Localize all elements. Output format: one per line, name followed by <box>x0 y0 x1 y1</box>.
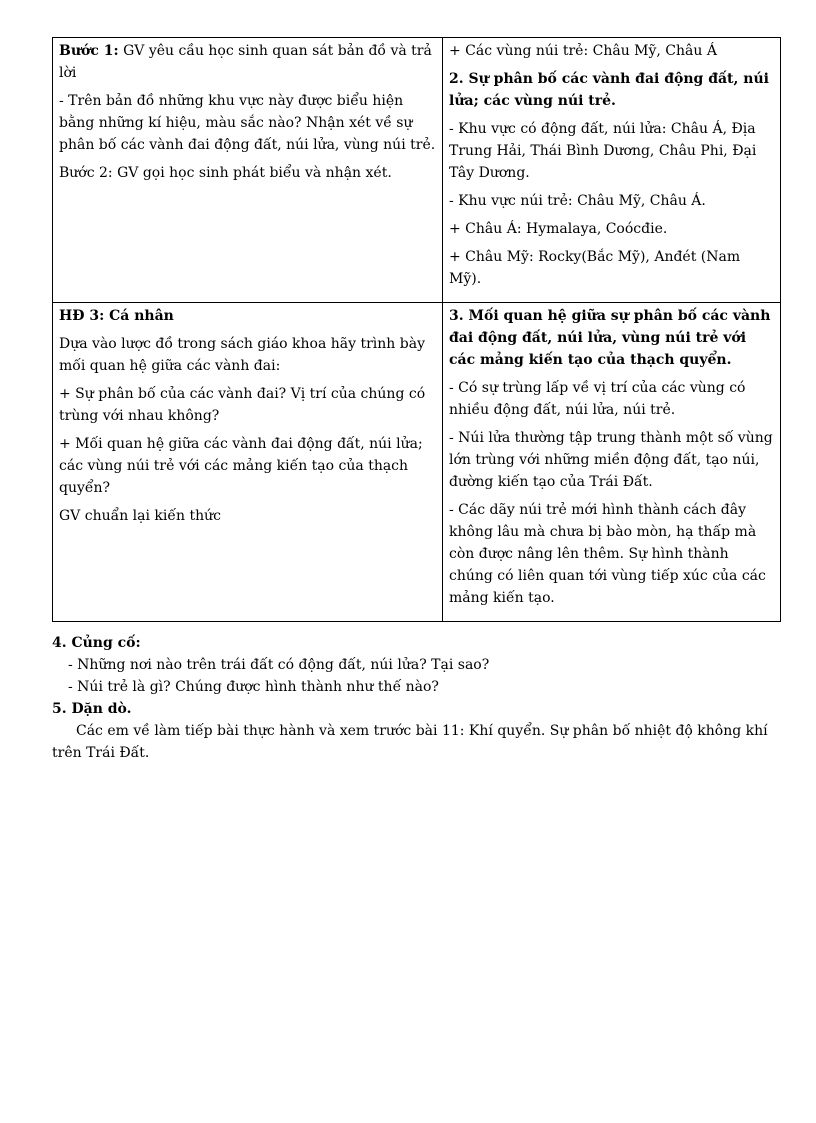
teacher-activity-cell <box>53 38 443 303</box>
content-cell <box>443 38 781 303</box>
question: + Sự phân bố của các vành đai? Vị trí của chúng có trùng với nhau không? <box>59 386 426 424</box>
step2: Bước 2: GV gọi học sinh phát biểu và nhận xét. <box>59 165 392 181</box>
instruction: GV chuẩn lại kiến thức <box>59 508 221 524</box>
lesson-footer <box>52 632 781 764</box>
section-heading: 3. Mối quan hệ giữa sự phân bố các vành đai động đất, núi lửa, vùng núi trẻ với các mảng kiến tạo của thạch quyển. <box>449 308 771 368</box>
table-row <box>53 38 781 303</box>
section-heading: 2. Sự phân bố các vành đai động đất, núi lửa; các vùng núi trẻ. <box>449 71 769 109</box>
instruction: Dựa vào lược đồ trong sách giáo khoa hãy trình bày mối quan hệ giữa các vành đai: <box>59 336 425 374</box>
content-line: + Châu Á: Hymalaya, Coócđie. <box>449 221 668 237</box>
consolidation-question: - Núi trẻ là gì? Chúng được hình thành như thế nào? <box>68 679 439 695</box>
question: - Trên bản đồ những khu vực này được biểu hiện bằng những kí hiệu, màu sắc nào? Nhận xét về sự phân bố các vành đai động đất, núi lửa, vùng núi trẻ. <box>59 93 436 153</box>
step1 <box>59 40 436 84</box>
table-row <box>53 303 781 622</box>
step1-text: GV yêu cầu học sinh quan sát bản đồ và trả lời <box>59 43 432 81</box>
content-line: - Các dãy núi trẻ mới hình thành cách đây không lâu mà chưa bị bào mòn, hạ thấp mà còn được nâng lên thêm. Sự hình thành chúng có liên quan tới vùng tiếp xúc của các mảng kiến tạo. <box>449 502 766 606</box>
content-line: - Có sự trùng lấp về vị trí của các vùng có nhiều động đất, núi lửa, núi trẻ. <box>449 380 746 418</box>
content-line: + Các vùng núi trẻ: Châu Mỹ, Châu Á <box>449 43 717 59</box>
content-line: - Khu vực núi trẻ: Châu Mỹ, Châu Á. <box>449 193 706 209</box>
question: + Mối quan hệ giữa các vành đai động đất, núi lửa; các vùng núi trẻ với các mảng kiến tạo của thạch quyển? <box>59 436 423 496</box>
homework-text: Các em về làm tiếp bài thực hành và xem trước bài 11: Khí quyển. Sự phân bố nhiệt độ không khí trên Trái Đất. <box>52 723 768 761</box>
content-cell <box>443 303 781 622</box>
consolidation-heading: 4. Củng cố: <box>52 635 141 651</box>
content-line: + Châu Mỹ: Rocky(Bắc Mỹ), Anđét (Nam Mỹ). <box>449 249 741 287</box>
lesson-table <box>52 37 781 622</box>
activity-heading: HĐ 3: Cá nhân <box>59 308 174 324</box>
consolidation-question: - Những nơi nào trên trái đất có động đất, núi lửa? Tại sao? <box>68 657 490 673</box>
homework-heading: 5. Dặn dò. <box>52 701 132 717</box>
content-line: - Núi lửa thường tập trung thành một số vùng lớn trùng với những miền động đất, tạo núi, đường kiến tạo của Trái Đất. <box>449 430 773 490</box>
teacher-activity-cell <box>53 303 443 622</box>
content-line: - Khu vực có động đất, núi lửa: Châu Á, Địa Trung Hải, Thái Bình Dương, Châu Phi, Đại Tây Dương. <box>449 121 757 181</box>
step1-label: Bước 1: <box>59 43 119 59</box>
